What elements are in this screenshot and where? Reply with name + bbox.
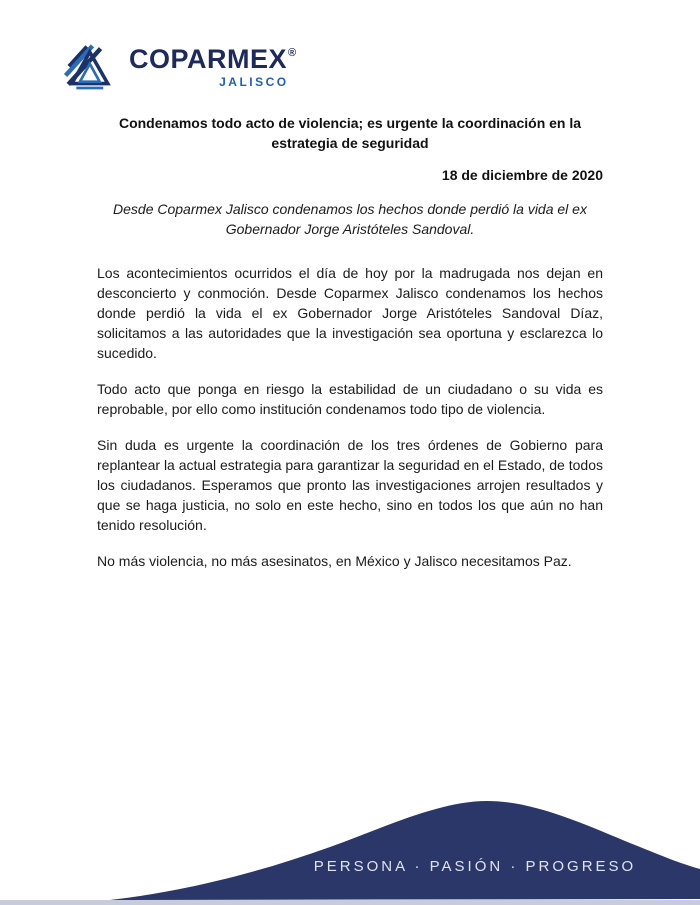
brand-text: COPARMEX (129, 43, 288, 74)
body-paragraph-2: Todo acto que ponga en riesgo la estabilidad de un ciudadano o su vida es reprobable, por ello como institución condenamos todo tipo de violencia. (97, 381, 603, 417)
coparmex-logo (0, 0, 700, 91)
brand-region: JALISCO (219, 74, 289, 89)
footer-baseline (0, 900, 700, 905)
wave-shape (110, 801, 700, 900)
logo-wordmark (129, 43, 297, 89)
body-paragraph-4: No más violencia, no más asesinatos, en México y Jalisco necesitamos Paz. (97, 553, 572, 569)
document-date: 18 de diciembre de 2020 (441, 167, 603, 183)
wave-shape-graphic (0, 790, 700, 905)
document-body (0, 113, 700, 571)
coparmex-hexagon-icon (62, 42, 114, 91)
footer-wave (0, 790, 700, 905)
body-paragraph-3: Sin duda es urgente la coordinación de los tres órdenes de Gobierno para replantear la actual estrategia para garantizar la seguridad en el Estado, de todos los ciudadanos. Esperamos que pronto las investigaciones arrojen resultados y que se haga justicia, no solo en este hecho, sino en todos los que aún no han tenido resolución. (97, 437, 603, 533)
document-title: Condenamos todo acto de violencia; es urgente la coordinación en la estrategia de seguridad (118, 115, 582, 151)
footer-slogan: PERSONA · PASIÓN · PROGRESO (313, 858, 637, 875)
registered-mark: ® (288, 46, 297, 59)
body-paragraph-1: Los acontecimientos ocurridos el día de hoy por la madrugada nos dejan en desconcierto y conmoción. Desde Coparmex Jalisco condenamos los hechos donde perdió la vida el ex Gobernador Jorge Aristóteles Sandoval Díaz, solicitamos a las autoridades que la investigación sea oportuna y esclarezca lo sucedido. (97, 265, 603, 361)
brand-name (129, 43, 297, 74)
lead-paragraph: Desde Coparmex Jalisco condenamos los hechos donde perdió la vida el ex Gobernador Jorge Aristóteles Sandoval. (113, 201, 587, 237)
